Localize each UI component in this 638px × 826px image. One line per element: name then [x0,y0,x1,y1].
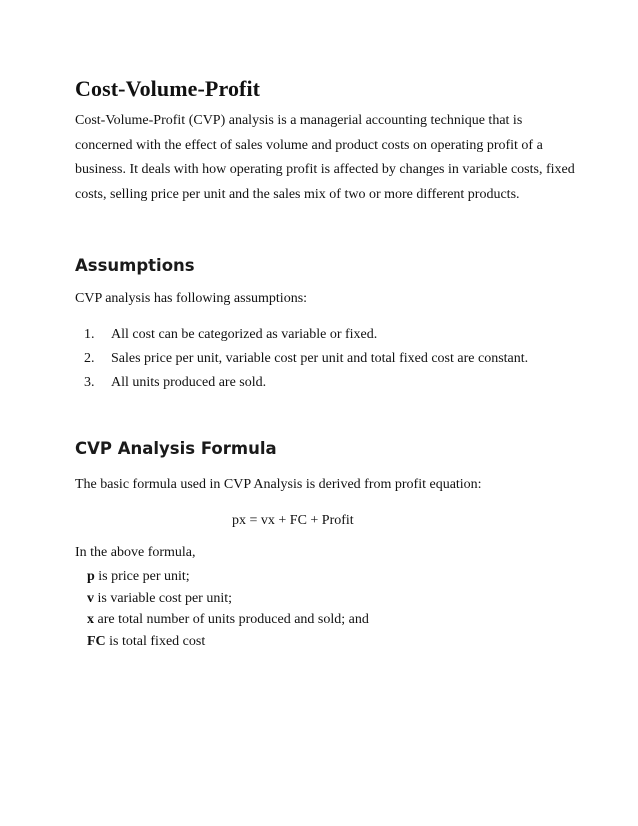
list-item [75,323,528,347]
list-text: Sales price per unit, variable cost per unit and total fixed cost are constant. [111,351,529,366]
list-item [75,371,528,395]
definition-term: FC [87,633,106,649]
formula-explanation-lead: In the above formula, [75,545,196,560]
list-text: All units produced are sold. [111,375,267,390]
list-number: 3. [84,375,95,390]
list-number: 1. [84,327,95,342]
assumptions-list [75,323,528,395]
definition-term: x [87,612,94,627]
list-number: 2. [84,351,95,366]
profit-equation: px = vx + FC + Profit [232,513,354,528]
list-item [75,347,528,371]
intro-line: Cost-Volume-Profit (CVP) analysis is a managerial accounting technique that is [75,113,523,128]
page-title: Cost-Volume-Profit [75,76,261,101]
definition-text: is total fixed cost [105,633,206,649]
intro-paragraph [75,109,575,207]
definition-item [87,588,369,610]
definition-item [87,631,369,653]
intro-line: business. It deals with how operating profit is affected by changes in variable costs, fixed [75,162,575,177]
assumptions-heading: Assumptions [75,256,195,275]
variable-definitions [87,566,369,652]
definition-item [87,566,369,588]
definition-term: p [87,569,95,584]
assumptions-lead: CVP analysis has following assumptions: [75,291,308,306]
formula-lead: The basic formula used in CVP Analysis is derived from profit equation: [75,477,482,492]
definition-item [87,609,369,631]
list-text: All cost can be categorized as variable or fixed. [111,327,378,342]
definition-text: are total number of units produced and sold; and [94,612,369,627]
formula-heading: CVP Analysis Formula [75,439,277,458]
intro-line: concerned with the effect of sales volume and product costs on operating profit of a [75,137,543,153]
definition-term: v [87,590,94,606]
intro-line: costs, selling price per unit and the sales mix of two or more different products. [75,186,520,202]
definition-text: is variable cost per unit; [94,590,233,606]
definition-text: is price per unit; [94,569,190,584]
